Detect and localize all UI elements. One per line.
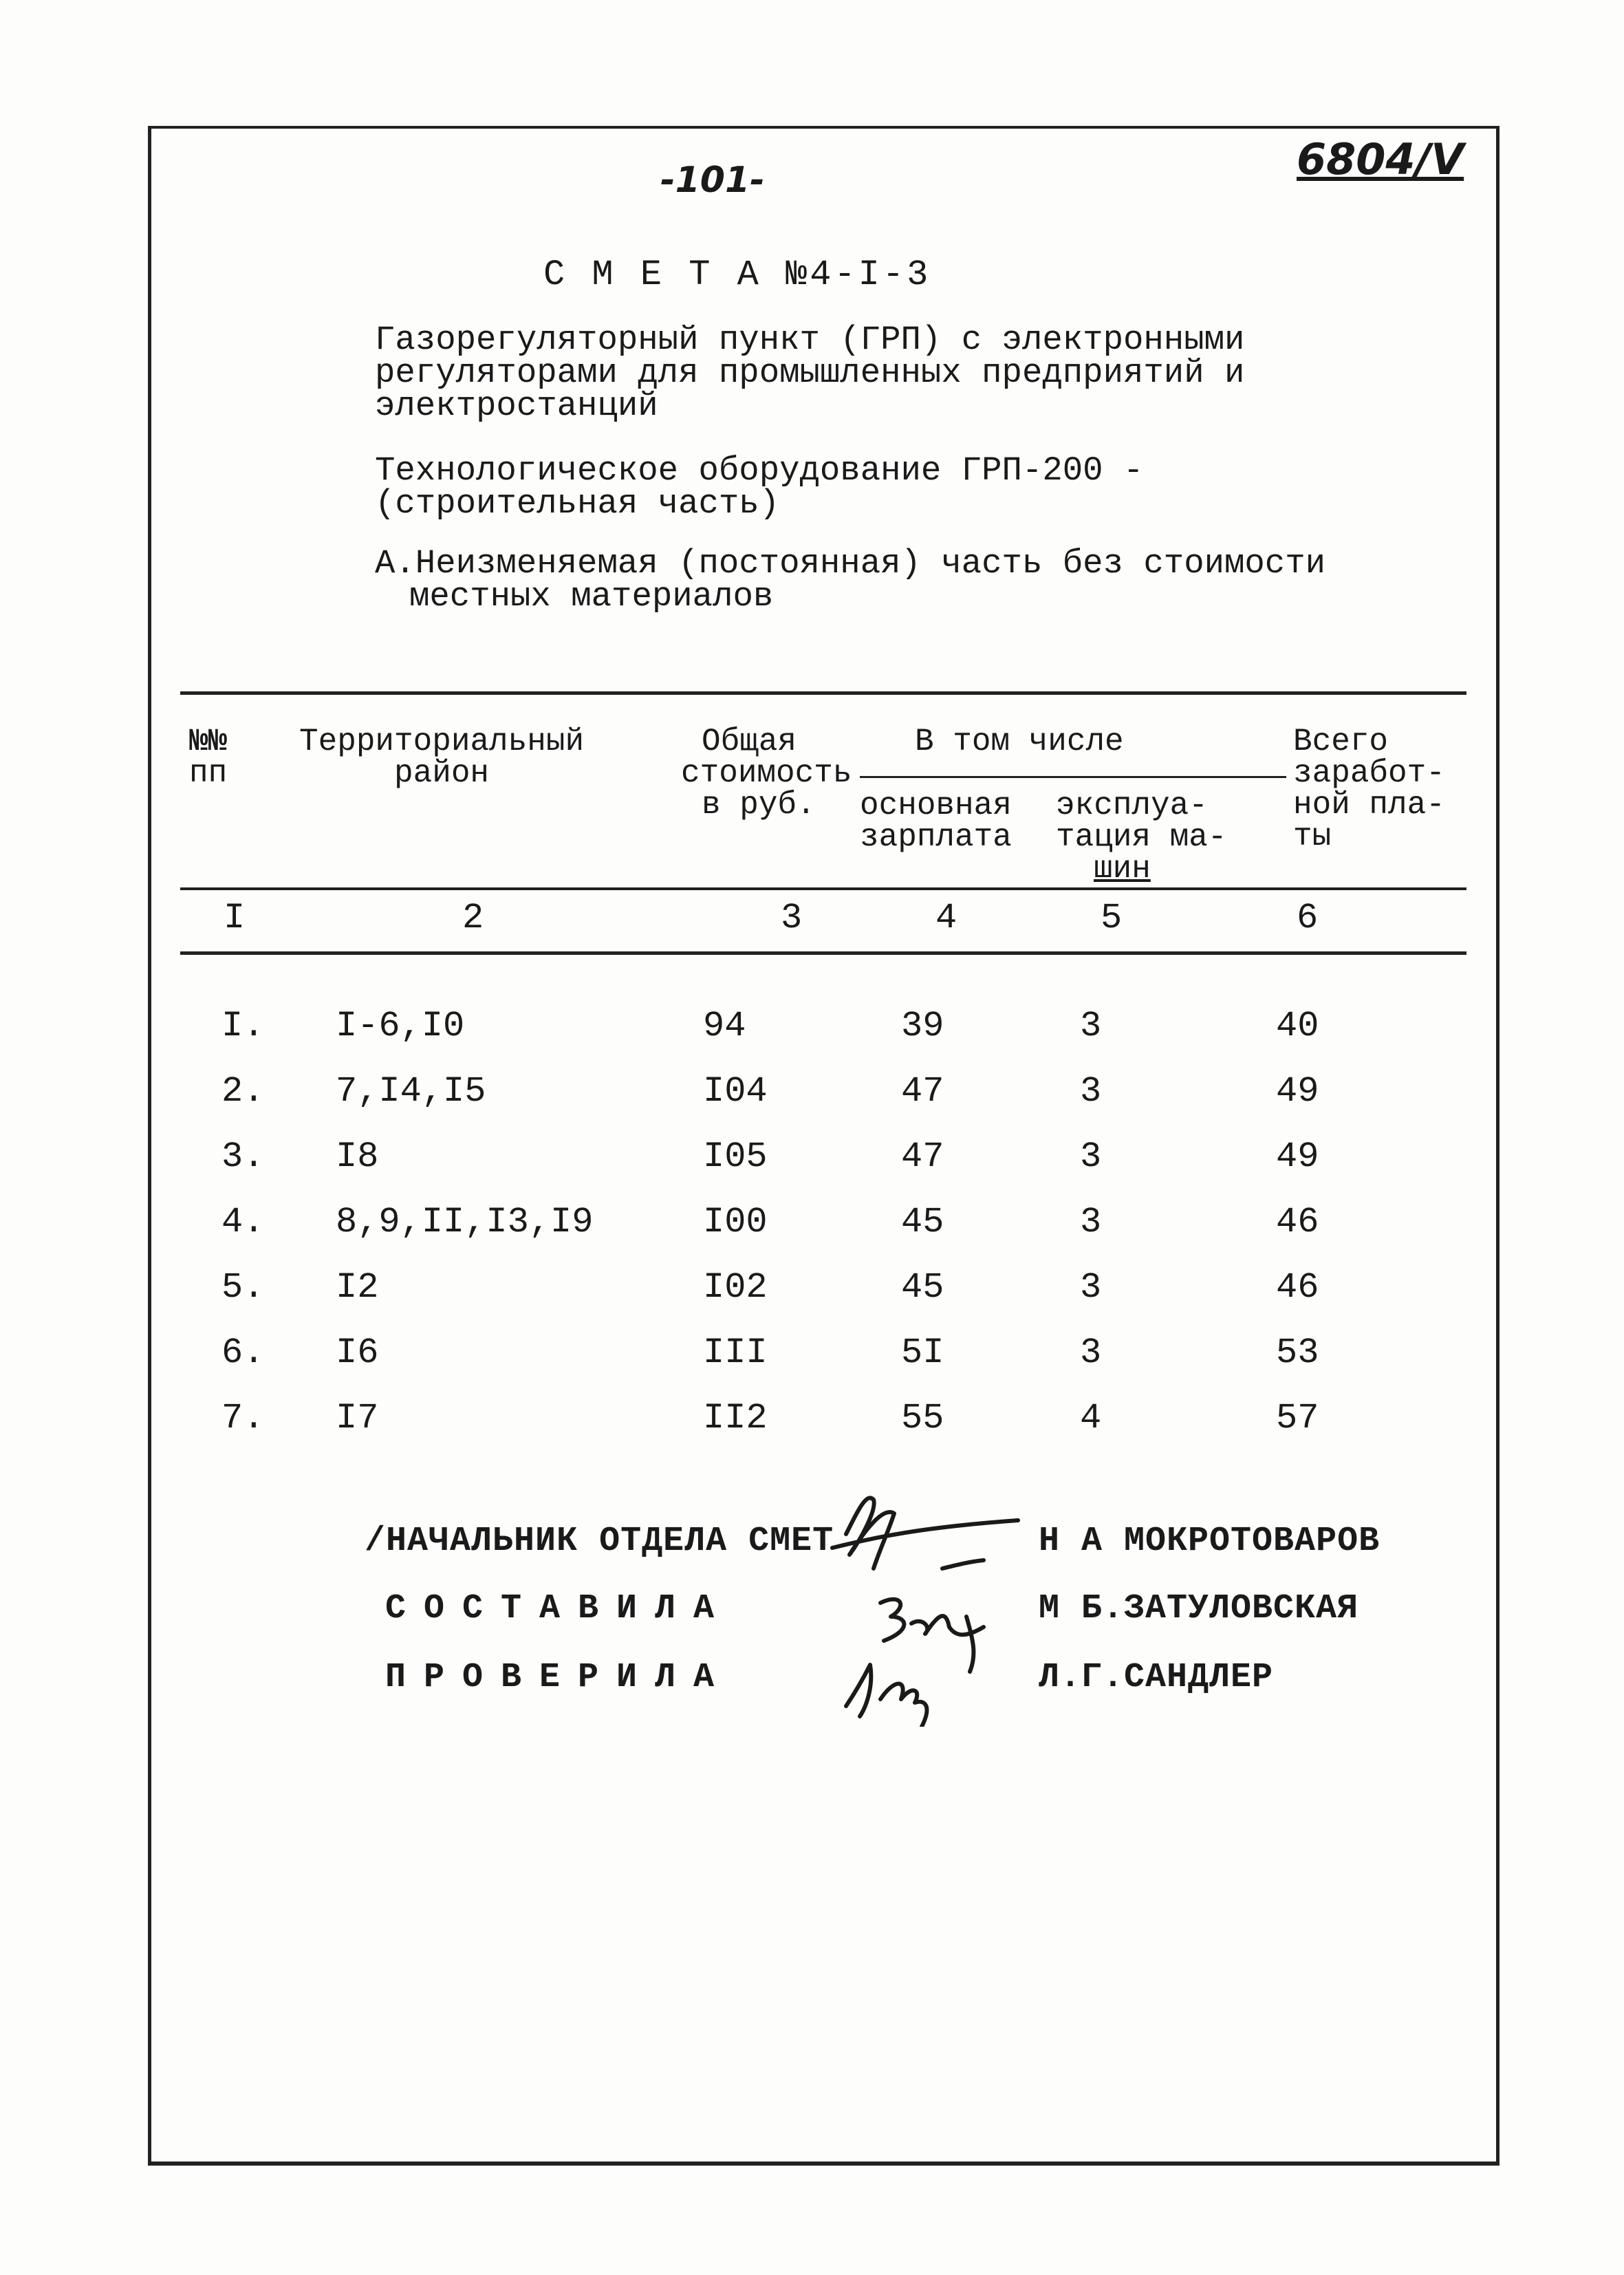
cell-wages: 49	[1276, 1071, 1319, 1112]
cell-machines: 3	[1080, 1136, 1102, 1177]
signature-stroke-checked	[846, 1665, 927, 1727]
page-title: С М Е Т А №4-I-3	[543, 255, 931, 295]
description-line: электростанций	[375, 387, 658, 425]
signature-name-checked: Л.Г.САНДЛЕР	[1039, 1658, 1274, 1697]
header-line: в руб.	[702, 787, 816, 823]
col-header-incl: В том числе	[915, 724, 1124, 759]
header-line: пп	[189, 755, 228, 791]
cell-wages: 46	[1276, 1202, 1319, 1242]
cell-num: I.	[221, 1006, 265, 1046]
cell-num: 7.	[221, 1398, 265, 1438]
col-number: 5	[1101, 898, 1123, 938]
section-heading	[375, 544, 1326, 616]
header-line: Общая	[702, 724, 797, 759]
col-header-wages	[1293, 726, 1445, 852]
header-line: стоимость	[681, 755, 852, 791]
signature-name-compiled: М Б.ЗАТУЛОВСКАЯ	[1039, 1589, 1359, 1628]
cell-salary: 55	[901, 1398, 944, 1438]
incl-divider	[860, 776, 1286, 778]
header-line: ты	[1293, 819, 1332, 854]
col-header-salary	[860, 790, 1012, 853]
cell-total: 94	[703, 1006, 746, 1046]
header-line: ной пла-	[1293, 787, 1445, 823]
header-line: основная	[860, 788, 1012, 823]
cell-machines: 4	[1080, 1398, 1102, 1438]
description-line: Газорегуляторный пункт (ГРП) с электронными	[375, 321, 1245, 359]
header-line: район	[394, 755, 490, 791]
cell-machines: 3	[1080, 1071, 1102, 1112]
header-bottom-rule	[180, 887, 1466, 890]
cell-region: I-6,I0	[336, 1006, 465, 1046]
header-line: эксплуа-	[1056, 788, 1208, 823]
description	[375, 321, 1245, 425]
handwritten-signatures	[819, 1479, 1039, 1727]
cell-machines: 3	[1080, 1006, 1102, 1046]
signature-stroke-chief	[832, 1498, 1018, 1568]
cell-salary: 45	[901, 1202, 944, 1242]
cell-region: I2	[336, 1267, 379, 1308]
header-line: шин	[1094, 851, 1151, 887]
cell-region: 8,9,II,I3,I9	[336, 1202, 594, 1242]
cell-region: I7	[336, 1398, 379, 1438]
cell-total: I02	[703, 1267, 768, 1308]
col-header-machines	[1056, 790, 1226, 885]
description-line: регуляторами для промышленных предприятий и	[375, 354, 1245, 392]
cell-wages: 49	[1276, 1136, 1319, 1177]
col-number: I	[224, 898, 246, 938]
cell-region: 7,I4,I5	[336, 1071, 486, 1112]
col-number: 4	[935, 898, 957, 938]
cell-salary: 47	[901, 1136, 944, 1177]
signature-role-chief: /НАЧАЛЬНИК ОТДЕЛА СМЕТ	[365, 1522, 834, 1561]
cell-wages: 57	[1276, 1398, 1319, 1438]
equipment-line: Технологическое оборудование ГРП-200 -	[375, 451, 1144, 490]
cell-region: I8	[336, 1136, 379, 1177]
header-line: Территориальный	[299, 724, 585, 759]
doc-code: 6804/V	[1297, 134, 1464, 184]
col-number: 6	[1297, 898, 1319, 938]
col-number: 2	[462, 898, 484, 938]
cell-wages: 53	[1276, 1333, 1319, 1373]
col-header-region	[299, 726, 584, 789]
cell-wages: 40	[1276, 1006, 1319, 1046]
header-line: заработ-	[1293, 755, 1445, 791]
header-line: №№	[189, 724, 228, 759]
cell-machines: 3	[1080, 1202, 1102, 1242]
equipment-heading	[375, 451, 1144, 523]
signature-role-compiled: СОСТАВИЛА	[385, 1589, 733, 1628]
header-line: Всего	[1293, 724, 1389, 759]
table-top-rule	[180, 691, 1466, 695]
col-header-num	[189, 726, 227, 789]
signature-name-chief: Н А МОКРОТОВАРОВ	[1039, 1522, 1381, 1561]
section-line: А.Неизменяемая (постоянная) часть без стоимости	[375, 544, 1326, 583]
cell-machines: 3	[1080, 1267, 1102, 1308]
signature-stroke-compiled	[880, 1599, 984, 1672]
header-line: зарплата	[860, 819, 1012, 855]
cell-num: 2.	[221, 1071, 265, 1112]
cell-total: II2	[703, 1398, 768, 1438]
col-header-total	[681, 726, 852, 821]
cell-num: 5.	[221, 1267, 265, 1308]
header-line: тация ма-	[1056, 819, 1227, 855]
col-number: 3	[781, 898, 803, 938]
signature-role-checked: ПРОВЕРИЛА	[385, 1658, 733, 1697]
cell-salary: 47	[901, 1071, 944, 1112]
cell-num: 6.	[221, 1333, 265, 1373]
cell-salary: 39	[901, 1006, 944, 1046]
section-line: местных материалов	[409, 577, 774, 616]
equipment-line: (строительная часть)	[375, 484, 780, 523]
col-number-bottom-rule	[180, 951, 1466, 955]
cell-wages: 46	[1276, 1267, 1319, 1308]
cell-total: I00	[703, 1202, 768, 1242]
cell-total: I04	[703, 1071, 768, 1112]
cell-salary: 45	[901, 1267, 944, 1308]
cell-salary: 5I	[901, 1333, 944, 1373]
cell-region: I6	[336, 1333, 379, 1373]
cell-num: 4.	[221, 1202, 265, 1242]
cell-machines: 3	[1080, 1333, 1102, 1373]
signature-role-text: НАЧАЛЬНИК ОТДЕЛА СМЕТ	[386, 1522, 834, 1561]
cell-total: III	[703, 1333, 768, 1373]
cell-num: 3.	[221, 1136, 265, 1177]
cell-total: I05	[703, 1136, 768, 1177]
page-number: -101-	[660, 160, 765, 201]
